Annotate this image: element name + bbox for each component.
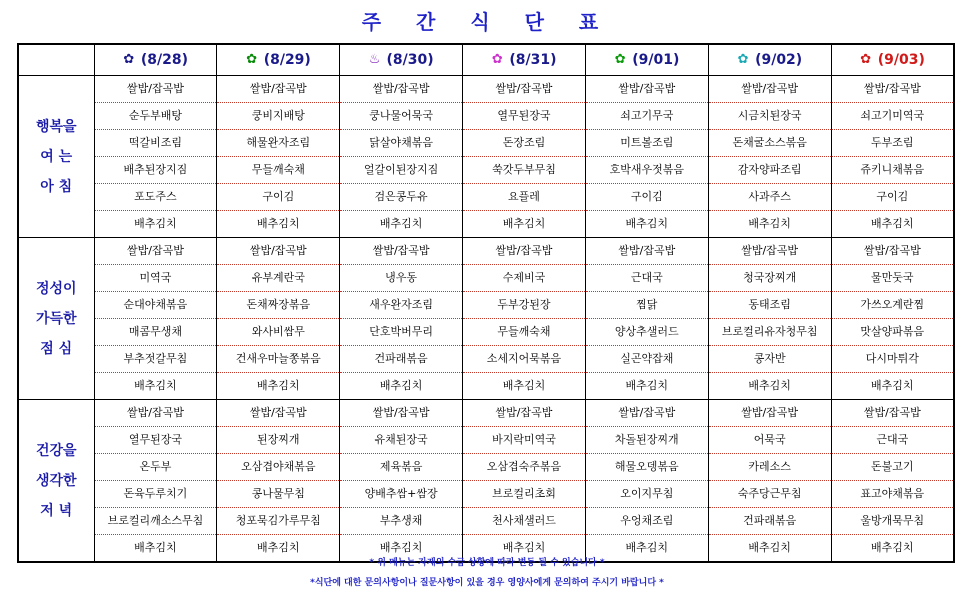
dish-item: 순대야채볶음 — [95, 292, 217, 319]
dish-item: 우엉채조림 — [586, 508, 708, 535]
dish-item: 쿵비지배탕 — [217, 103, 339, 130]
day-date-label: (8/29) — [263, 52, 311, 68]
dish-item: 브로컬리초회 — [463, 481, 585, 508]
dish-item: 쌀밥/잡곡밥 — [95, 400, 217, 427]
day-header-3 — [463, 44, 586, 76]
dish-item: 돈불고기 — [832, 454, 953, 481]
menu-cell — [831, 400, 954, 563]
dish-item: 브로컬리유자청무침 — [709, 319, 831, 346]
dish-item: 근대국 — [586, 265, 708, 292]
meal-row-1 — [18, 238, 954, 400]
meal-label-line: 행복을 — [35, 118, 77, 135]
dish-item: 청포묵김가루무침 — [217, 508, 339, 535]
dish-item: 어묵국 — [709, 427, 831, 454]
meal-row-0 — [18, 76, 954, 238]
dish-item: 맛살양파볶음 — [832, 319, 953, 346]
menu-cell — [463, 76, 586, 238]
day-date-label: (8/31) — [509, 52, 557, 68]
day-date-label: (8/28) — [140, 52, 188, 68]
day-header-5 — [708, 44, 831, 76]
meal-label — [18, 238, 94, 400]
mon-icon: ✿ — [123, 52, 135, 67]
menu-cell — [831, 76, 954, 238]
dish-item: 배추김치 — [379, 217, 423, 230]
dish-item: 쌀밥/잡곡밥 — [709, 76, 831, 103]
notice-inquiry: *식단에 대한 문의사항이나 질문사항이 있을 경우 영양사에게 문의하여 주시기 바랍니다 * — [310, 578, 664, 588]
meal-label-line: 가득한 — [35, 310, 77, 327]
dish-item: 미역국 — [95, 265, 217, 292]
meal-row-2 — [18, 400, 954, 563]
menu-cell — [463, 400, 586, 563]
dish-item: 무들깨숙채 — [463, 319, 585, 346]
day-header-4 — [585, 44, 708, 76]
day-date-label: (9/01) — [632, 52, 680, 68]
dish-item: 두부강된장 — [463, 292, 585, 319]
dish-item: 배추김치 — [748, 217, 791, 230]
dish-item: 바지락미역국 — [463, 427, 585, 454]
dish-item: 쌀밥/잡곡밥 — [217, 238, 339, 265]
day-date-label: (8/30) — [386, 52, 434, 68]
day-header-row — [18, 44, 954, 76]
dish-item: 배추김치 — [257, 379, 300, 392]
menu-cell — [217, 76, 340, 238]
dish-item: 사과주스 — [709, 184, 831, 211]
dish-item: 쌀밥/잡곡밥 — [217, 76, 339, 103]
dish-item: 쌀밥/잡곡밥 — [586, 238, 708, 265]
dish-item: 쌀밥/잡곡밥 — [340, 238, 462, 265]
dish-item: 매콤무생채 — [95, 319, 217, 346]
dish-item: 쌀밥/잡곡밥 — [586, 400, 708, 427]
dish-item: 천사채샐러드 — [463, 508, 585, 535]
dish-item: 찜닭 — [586, 292, 708, 319]
dish-item: 구이김 — [832, 184, 953, 211]
menu-cell — [94, 238, 217, 400]
menu-cell — [340, 400, 463, 563]
menu-cell — [708, 76, 831, 238]
dish-item: 실곤약잡채 — [586, 346, 708, 373]
dish-item: 쌀밥/잡곡밥 — [709, 238, 831, 265]
dish-item: 배추김치 — [625, 541, 669, 554]
dish-item: 배추김치 — [379, 379, 423, 392]
dish-item: 유부계란국 — [217, 265, 339, 292]
day-header-6 — [831, 44, 954, 76]
dish-item: 부추젓갈무침 — [95, 346, 217, 373]
dish-item: 쑥갓두부무침 — [463, 157, 585, 184]
dish-item: 쌀밥/잡곡밥 — [832, 76, 953, 103]
dish-item: 단호박버무리 — [340, 319, 462, 346]
dish-item: 배추김치 — [871, 379, 914, 392]
dish-item: 배추김치 — [502, 541, 546, 554]
dish-item: 콩자반 — [709, 346, 831, 373]
day-header-1 — [217, 44, 340, 76]
dish-item: 카레소스 — [709, 454, 831, 481]
menu-cell — [831, 238, 954, 400]
dish-item: 청국장찌개 — [709, 265, 831, 292]
menu-cell — [340, 238, 463, 400]
dish-item: 브로컬리깨소스무침 — [95, 508, 217, 535]
dish-item: 배추김치 — [257, 541, 300, 554]
dish-item: 건파래볶음 — [340, 346, 462, 373]
dish-item: 요플레 — [463, 184, 585, 211]
meal-label-line: 정성이 — [35, 280, 77, 297]
dish-item: 된장찌개 — [217, 427, 339, 454]
dish-item: 쌀밥/잡곡밥 — [217, 400, 339, 427]
page-title: 주 간 식 단 표 — [361, 10, 613, 34]
meal-label-line: 저 녁 — [40, 502, 73, 519]
meal-label-line: 아 침 — [40, 178, 73, 195]
dish-item: 열무된장국 — [463, 103, 585, 130]
meal-label-line: 생각한 — [35, 472, 77, 489]
menu-cell — [217, 238, 340, 400]
dish-item: 포도주스 — [95, 184, 217, 211]
day-date-label: (9/03) — [877, 52, 925, 68]
menu-cell — [585, 238, 708, 400]
menu-cell — [585, 76, 708, 238]
dish-item: 쌀밥/잡곡밥 — [95, 238, 217, 265]
meal-label-line: 점 심 — [40, 340, 73, 357]
meal-label-line: 여 는 — [40, 148, 73, 165]
dish-item: 오이지무침 — [586, 481, 708, 508]
dish-item: 돈장조림 — [463, 130, 585, 157]
dish-item: 배추김치 — [134, 541, 177, 554]
dish-item: 얼갈이된장지짐 — [340, 157, 462, 184]
dish-item: 동태조림 — [709, 292, 831, 319]
tue-icon: ✿ — [246, 52, 258, 67]
day-date-label: (9/02) — [755, 52, 803, 68]
corner-cell — [18, 44, 94, 76]
dish-item: 두부조림 — [832, 130, 953, 157]
dish-item: 배추김치 — [134, 379, 177, 392]
menu-cell — [463, 238, 586, 400]
dish-item: 감자양파조림 — [709, 157, 831, 184]
menu-cell — [708, 238, 831, 400]
menu-cell — [340, 76, 463, 238]
dish-item: 새우완자조림 — [340, 292, 462, 319]
dish-item: 배추김치 — [625, 379, 669, 392]
day-header-0 — [94, 44, 217, 76]
dish-item: 검은콩두유 — [340, 184, 462, 211]
dish-item: 배추김치 — [502, 217, 546, 230]
dish-item: 시금치된장국 — [709, 103, 831, 130]
dish-item: 무들깨숙채 — [217, 157, 339, 184]
dish-item: 배추김치 — [134, 217, 177, 230]
dish-item: 오삼겹숙주볶음 — [463, 454, 585, 481]
dish-item: 배추김치 — [257, 217, 300, 230]
dish-item: 울방개묵무침 — [832, 508, 953, 535]
dish-item: 해물오뎅볶음 — [586, 454, 708, 481]
dish-item: 차돌된장찌개 — [586, 427, 708, 454]
dish-item: 배추김치 — [871, 541, 914, 554]
dish-item: 쌀밥/잡곡밥 — [340, 400, 462, 427]
dish-item: 부추생채 — [340, 508, 462, 535]
dish-item: 양배추쌈+쌈장 — [340, 481, 462, 508]
dish-item: 호박새우젓볶음 — [586, 157, 708, 184]
dish-item: 쿵나물어묵국 — [340, 103, 462, 130]
dish-item: 배추김치 — [748, 541, 791, 554]
sun-icon: ✿ — [860, 52, 872, 67]
dish-item: 순두부배탕 — [95, 103, 217, 130]
dish-item: 양상추샐러드 — [586, 319, 708, 346]
dish-item: 쌀밥/잡곡밥 — [340, 76, 462, 103]
dish-item: 쌀밥/잡곡밥 — [463, 76, 585, 103]
dish-item: 쌀밥/잡곡밥 — [709, 400, 831, 427]
dish-item: 떡갈비조림 — [95, 130, 217, 157]
dish-item: 근대국 — [832, 427, 953, 454]
dish-item: 닭살야채볶음 — [340, 130, 462, 157]
fri-icon: ✿ — [614, 52, 626, 67]
dish-item: 건새우마늘쫑볶음 — [217, 346, 339, 373]
menu-cell — [708, 400, 831, 563]
dish-item: 숙주당근무침 — [709, 481, 831, 508]
sat-icon: ✿ — [737, 52, 749, 67]
menu-cell — [585, 400, 708, 563]
notice-menu-change: * 위 메뉴는 자재의 수급 상황에 따라 변동 될 수 있습니다 * — [369, 558, 605, 568]
dish-item: 돈채짜장볶음 — [217, 292, 339, 319]
dish-item: 해물완자조림 — [217, 130, 339, 157]
menu-cell — [94, 76, 217, 238]
dish-item: 구이김 — [217, 184, 339, 211]
menu-cell — [94, 400, 217, 563]
dish-item: 쇠고기무국 — [586, 103, 708, 130]
dish-item: 쥬키니채볶음 — [832, 157, 953, 184]
dish-item: 유채된장국 — [340, 427, 462, 454]
dish-item: 돈육두루치기 — [95, 481, 217, 508]
dish-item: 냉우동 — [340, 265, 462, 292]
meal-label-line: 건강을 — [35, 442, 77, 459]
dish-item: 배추김치 — [625, 217, 669, 230]
dish-item: 배추김치 — [748, 379, 791, 392]
dish-item: 제육볶음 — [340, 454, 462, 481]
dish-item: 구이김 — [586, 184, 708, 211]
dish-item: 오삼겹야채볶음 — [217, 454, 339, 481]
dish-item: 쇠고기미역국 — [832, 103, 953, 130]
dish-item: 가쓰오계란찜 — [832, 292, 953, 319]
thu-icon: ✿ — [491, 52, 503, 67]
dish-item: 쌀밥/잡곡밥 — [832, 238, 953, 265]
dish-item: 쌀밥/잡곡밥 — [832, 400, 953, 427]
dish-item: 쌀밥/잡곡밥 — [463, 400, 585, 427]
dish-item: 다시마튀각 — [832, 346, 953, 373]
dish-item: 쌀밥/잡곡밥 — [95, 76, 217, 103]
dish-item: 온두부 — [95, 454, 217, 481]
day-header-2 — [340, 44, 463, 76]
dish-item: 표고야채볶음 — [832, 481, 953, 508]
dish-item: 수제비국 — [463, 265, 585, 292]
wed-icon: ♨ — [368, 52, 381, 67]
dish-item: 쌀밥/잡곡밥 — [586, 76, 708, 103]
weekly-menu-table — [17, 43, 955, 563]
dish-item: 건파래볶음 — [709, 508, 831, 535]
meal-label — [18, 76, 94, 238]
dish-item: 돈채굴소스볶음 — [709, 130, 831, 157]
dish-item: 콩나물무침 — [217, 481, 339, 508]
dish-item: 와사비쌈무 — [217, 319, 339, 346]
dish-item: 쌀밥/잡곡밥 — [463, 238, 585, 265]
dish-item: 배추김치 — [379, 541, 423, 554]
dish-item: 배추된장지짐 — [95, 157, 217, 184]
dish-item: 소세지어묵볶음 — [463, 346, 585, 373]
dish-item: 물만둣국 — [832, 265, 953, 292]
dish-item: 배추김치 — [871, 217, 914, 230]
menu-cell — [217, 400, 340, 563]
dish-item: 배추김치 — [502, 379, 546, 392]
meal-label — [18, 400, 94, 563]
dish-item: 미트볼조림 — [586, 130, 708, 157]
dish-item: 열무된장국 — [95, 427, 217, 454]
